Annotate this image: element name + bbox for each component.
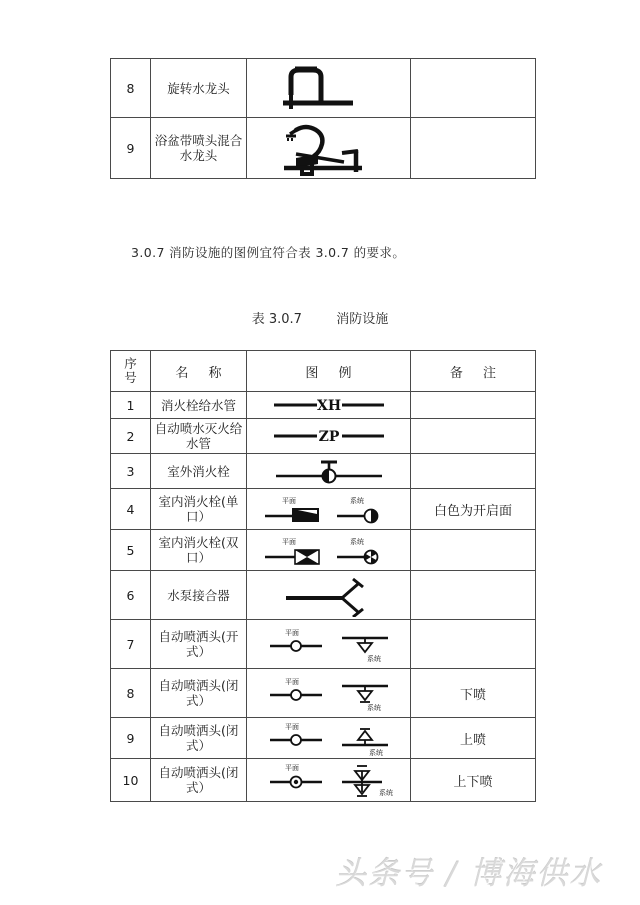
row-note (411, 392, 536, 419)
row-name: 水泵接合器 (151, 571, 247, 620)
table-row (111, 530, 536, 571)
row-number: 5 (111, 530, 151, 571)
system-label: 系统 (349, 497, 364, 505)
watermark: 头条号 / 博海供水 (335, 856, 603, 892)
plan-label: 平面 (281, 497, 296, 505)
row-name: 室内消火栓(双口） (151, 530, 247, 571)
row-symbol (247, 118, 411, 179)
table-row (111, 489, 536, 530)
row-name: 自动喷洒头(闭式） (151, 718, 247, 759)
row-name: 自动喷洒头(闭式） (151, 669, 247, 718)
row-note: 上喷 (411, 718, 536, 759)
plan-label: 平面 (284, 629, 299, 637)
row-number: 6 (111, 571, 151, 620)
row-number: 10 (111, 759, 151, 802)
pipe-line-zp-icon (254, 425, 404, 447)
row-symbol (247, 530, 411, 571)
header-symbol: 图 例 (247, 351, 411, 392)
pipe-line-xh-icon (254, 394, 404, 416)
row-symbol (247, 718, 411, 759)
pipe-label: ZP (318, 429, 339, 445)
clause-paragraph: 3.0.7 消防设施的图例宜符合表 3.0.7 的要求。 (131, 245, 406, 260)
row-note: 上下喷 (411, 759, 536, 802)
table-row (111, 620, 536, 669)
row-number: 1 (111, 392, 151, 419)
sprinkler-closed-down-icon (254, 673, 404, 713)
row-number: 3 (111, 454, 151, 489)
row-symbol (247, 59, 411, 118)
outdoor-hydrant-icon (254, 456, 404, 486)
table-row (111, 419, 536, 454)
table-row (111, 718, 536, 759)
indoor-hydrant-single-icon (253, 491, 405, 527)
plan-label: 平面 (284, 764, 299, 772)
row-symbol (247, 571, 411, 620)
row-name: 室外消火栓 (151, 454, 247, 489)
system-label: 系统 (366, 655, 381, 663)
row-number: 8 (111, 59, 151, 118)
swivel-faucet-icon (269, 63, 389, 113)
row-symbol (247, 669, 411, 718)
header-no-line1: 序 (124, 356, 137, 371)
table-row (111, 59, 536, 118)
table-row (111, 669, 536, 718)
header-no-line2: 号 (124, 370, 137, 385)
header-no (111, 351, 151, 392)
row-number: 8 (111, 669, 151, 718)
table-row (111, 759, 536, 802)
caption-number: 表 3.0.7 (251, 312, 302, 327)
row-symbol (247, 419, 411, 454)
table-row (111, 571, 536, 620)
row-symbol (247, 620, 411, 669)
row-number: 4 (111, 489, 151, 530)
pump-connector-icon (254, 573, 404, 617)
plan-label: 平面 (284, 723, 299, 731)
row-note (411, 419, 536, 454)
plan-label: 平面 (284, 678, 299, 686)
row-symbol (247, 392, 411, 419)
pipe-label: XH (316, 398, 341, 414)
sprinkler-open-icon (254, 624, 404, 664)
row-note (411, 530, 536, 571)
row-note (411, 118, 536, 179)
row-name: 自动喷洒头(闭式） (151, 759, 247, 802)
row-symbol (247, 454, 411, 489)
system-label: 系统 (368, 749, 383, 757)
table-row (111, 392, 536, 419)
row-name: 消火栓给水管 (151, 392, 247, 419)
header-name: 名 称 (151, 351, 247, 392)
row-note (411, 620, 536, 669)
row-note: 白色为开启面 (411, 489, 536, 530)
plan-label: 平面 (281, 538, 296, 546)
table-header-row (111, 351, 536, 392)
row-name: 自动喷洒头(开式） (151, 620, 247, 669)
row-note (411, 454, 536, 489)
table-row (111, 118, 536, 179)
header-note: 备 注 (411, 351, 536, 392)
indoor-hydrant-double-icon (253, 532, 405, 568)
row-number: 7 (111, 620, 151, 669)
row-symbol (247, 759, 411, 802)
system-label: 系统 (349, 538, 364, 546)
row-name: 室内消火栓(单口） (151, 489, 247, 530)
sprinkler-closed-up-icon (254, 718, 404, 758)
sprinkler-closed-both-icon (254, 759, 404, 801)
row-name: 浴盆带喷头混合水龙头 (151, 118, 247, 179)
row-note (411, 59, 536, 118)
table-row (111, 454, 536, 489)
row-name: 旋转水龙头 (151, 59, 247, 118)
system-label: 系统 (366, 704, 381, 712)
bathtub-mixer-faucet-icon (266, 120, 392, 176)
caption-title: 消防设施 (336, 312, 389, 327)
row-note: 下喷 (411, 669, 536, 718)
table-caption (0, 308, 640, 327)
row-number: 2 (111, 419, 151, 454)
fire-protection-symbols-table (110, 350, 536, 802)
row-name: 自动喷水灭火给水管 (151, 419, 247, 454)
row-number: 9 (111, 718, 151, 759)
row-symbol (247, 489, 411, 530)
row-note (411, 571, 536, 620)
faucet-symbols-table (110, 58, 536, 179)
system-label: 系统 (378, 789, 393, 797)
row-number: 9 (111, 118, 151, 179)
